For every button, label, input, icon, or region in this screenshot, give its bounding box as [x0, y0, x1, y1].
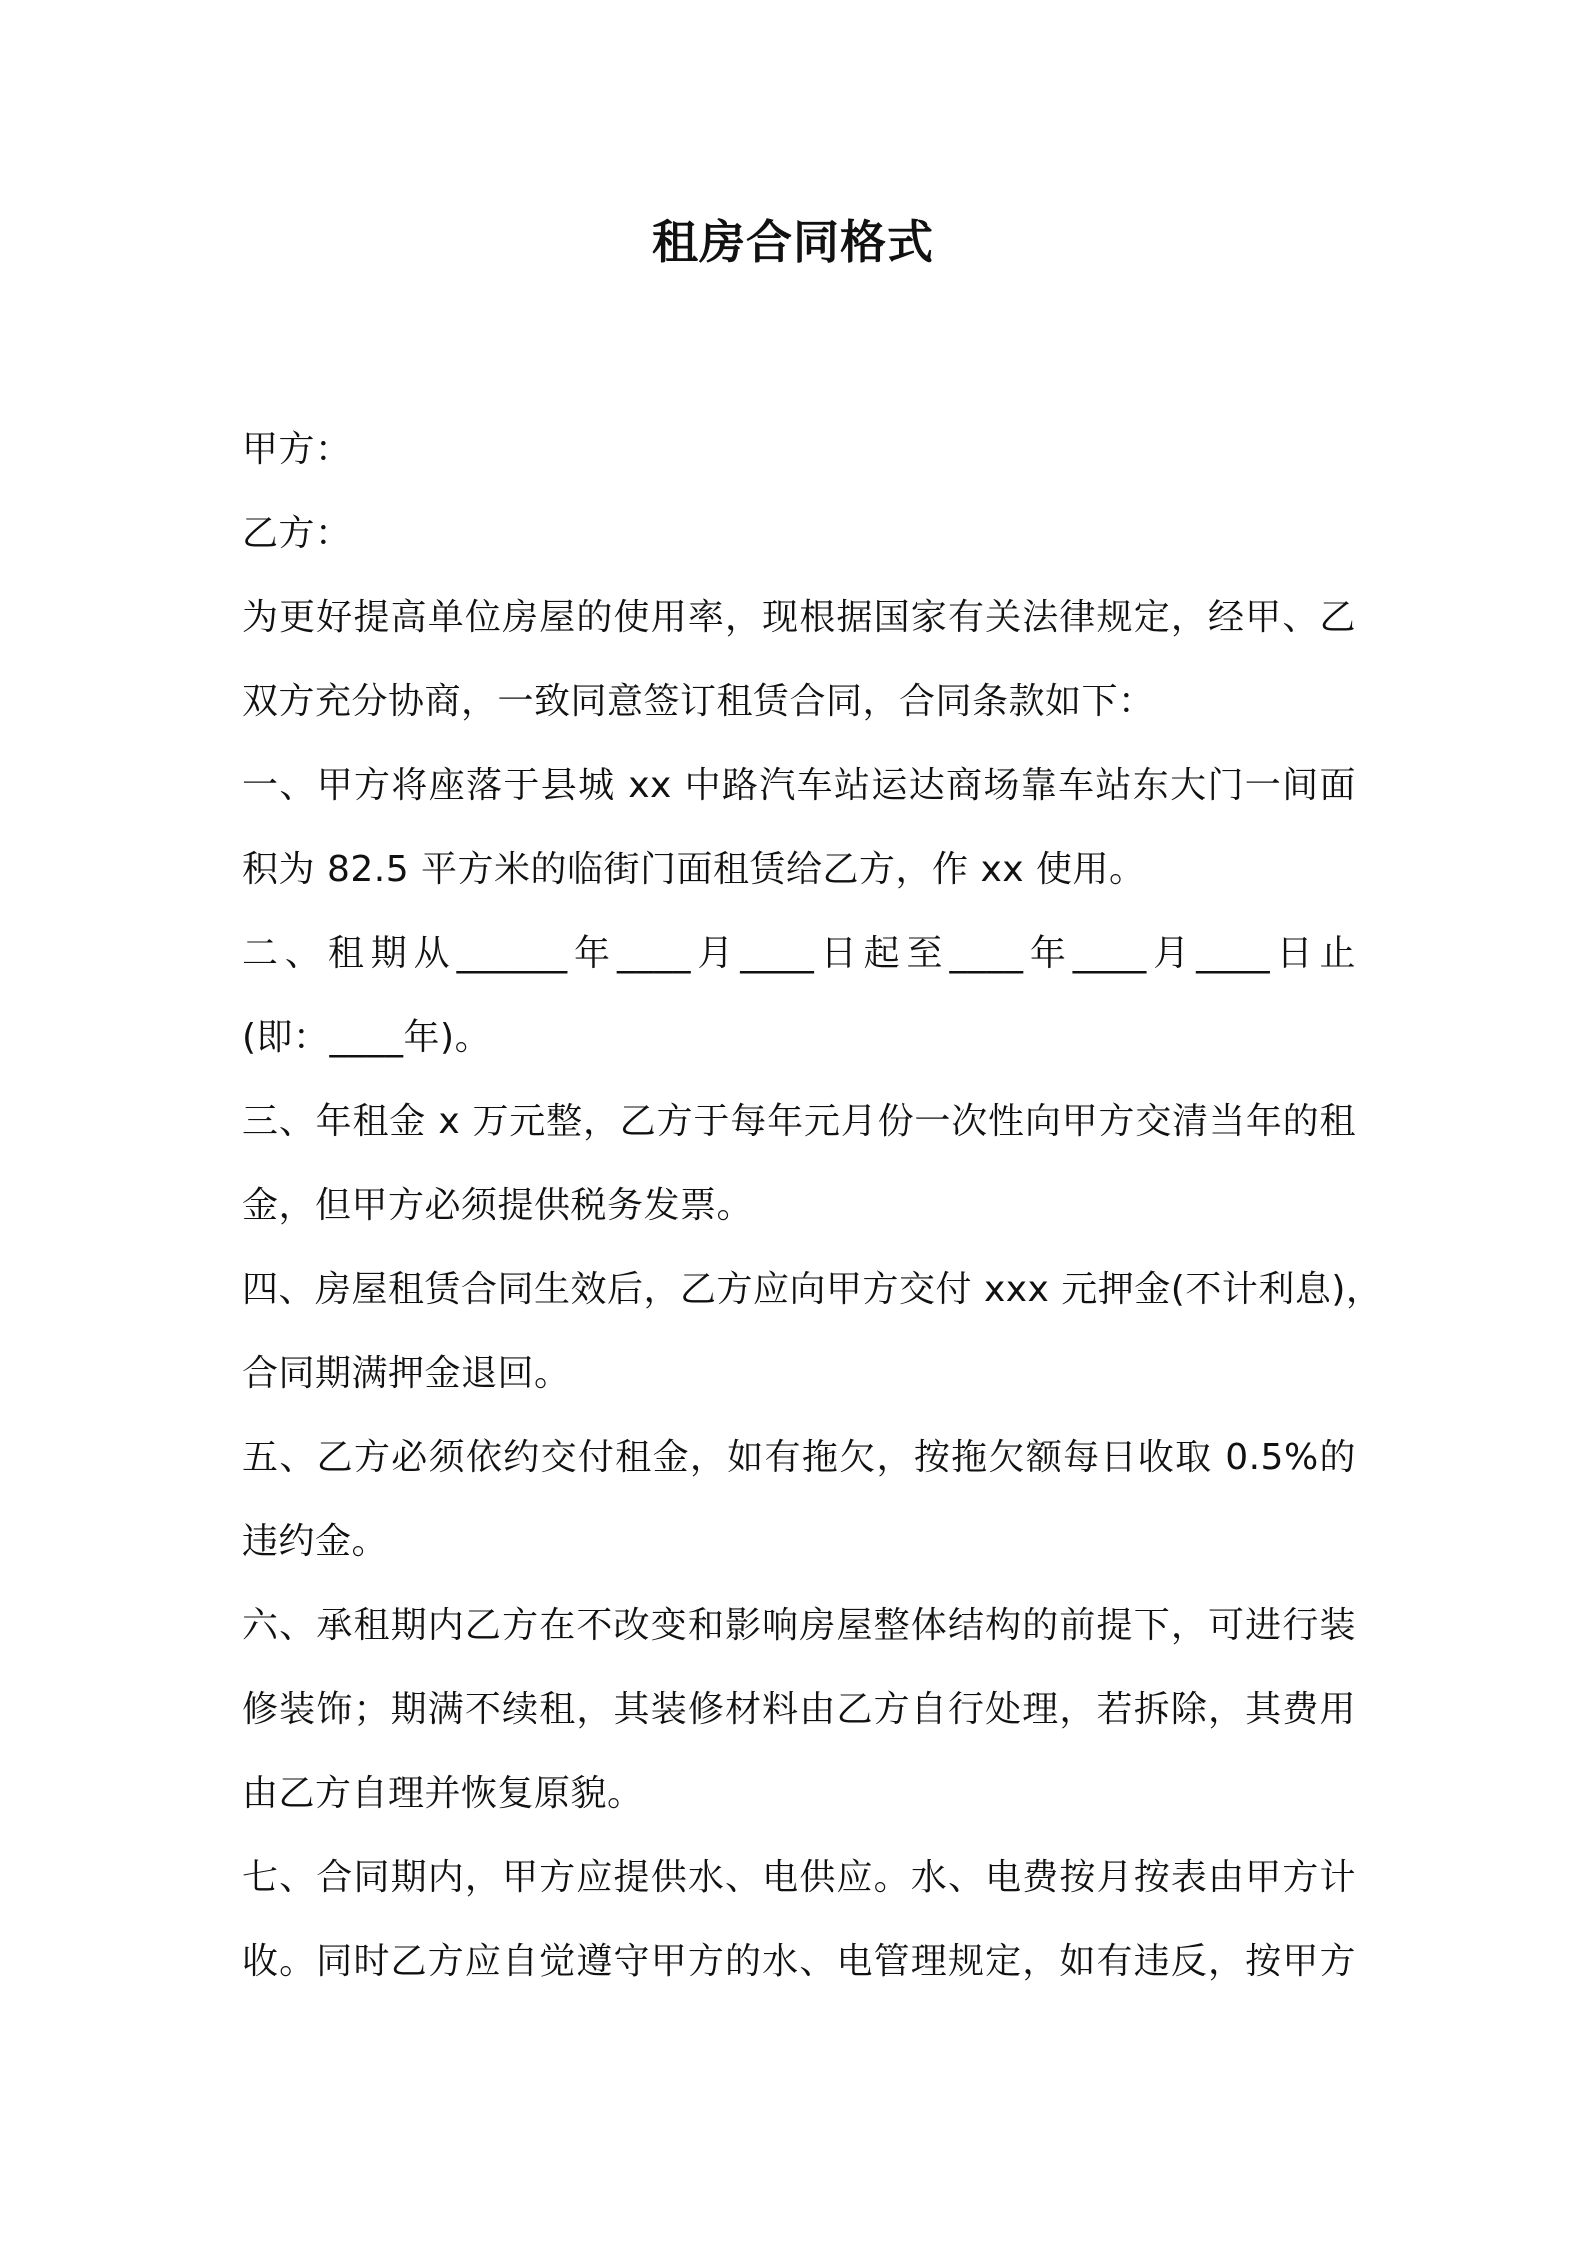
clause-4-line: 四、房屋租赁合同生效后，乙方应向甲方交付 xxx 元押金(不计利息)， [242, 1269, 1383, 1310]
clause-6-line: 由乙方自理并恢复原貌。 [242, 1773, 644, 1814]
contract-body [242, 408, 1383, 2004]
clause-1-line: 积为 82.5 平方米的临街门面租赁给乙方，作 xx 使用。 [242, 849, 1146, 890]
party-a-line: 甲方： [242, 429, 352, 470]
clause-5-line: 五、乙方必须依约交付租金，如有拖欠，按拖欠额每日收取 0.5%的 [242, 1437, 1356, 1478]
clause-5-line: 违约金。 [242, 1521, 389, 1562]
clause-6-line: 六、承租期内乙方在不改变和影响房屋整体结构的前提下，可进行装 [242, 1605, 1356, 1646]
clause-3-line: 三、年租金 x 万元整，乙方于每年元月份一次性向甲方交清当年的租 [242, 1101, 1356, 1142]
intro-line: 双方充分协商，一致同意签订租赁合同，合同条款如下： [242, 681, 1155, 722]
clause-1-line: 一、甲方将座落于县城 xx 中路汽车站运达商场靠车站东大门一间面 [242, 765, 1356, 806]
clause-2-line: (即：____年)。 [242, 1017, 492, 1058]
clause-3-line: 金，但甲方必须提供税务发票。 [242, 1185, 754, 1226]
clause-2-line: 二、租期从______年____月____日起至____年____月____日止 [242, 933, 1356, 974]
intro-line: 为更好提高单位房屋的使用率，现根据国家有关法律规定，经甲、乙 [242, 597, 1356, 638]
document-title: 租房合同格式 [652, 215, 934, 269]
clause-4-line: 合同期满押金退回。 [242, 1353, 571, 1394]
clause-7-line: 收。同时乙方应自觉遵守甲方的水、电管理规定，如有违反，按甲方 [242, 1941, 1356, 1982]
clause-7-line: 七、合同期内，甲方应提供水、电供应。水、电费按月按表由甲方计 [242, 1857, 1356, 1898]
clause-6-line: 修装饰；期满不续租，其装修材料由乙方自行处理，若拆除，其费用 [242, 1689, 1356, 1730]
party-b-line: 乙方： [242, 513, 352, 554]
